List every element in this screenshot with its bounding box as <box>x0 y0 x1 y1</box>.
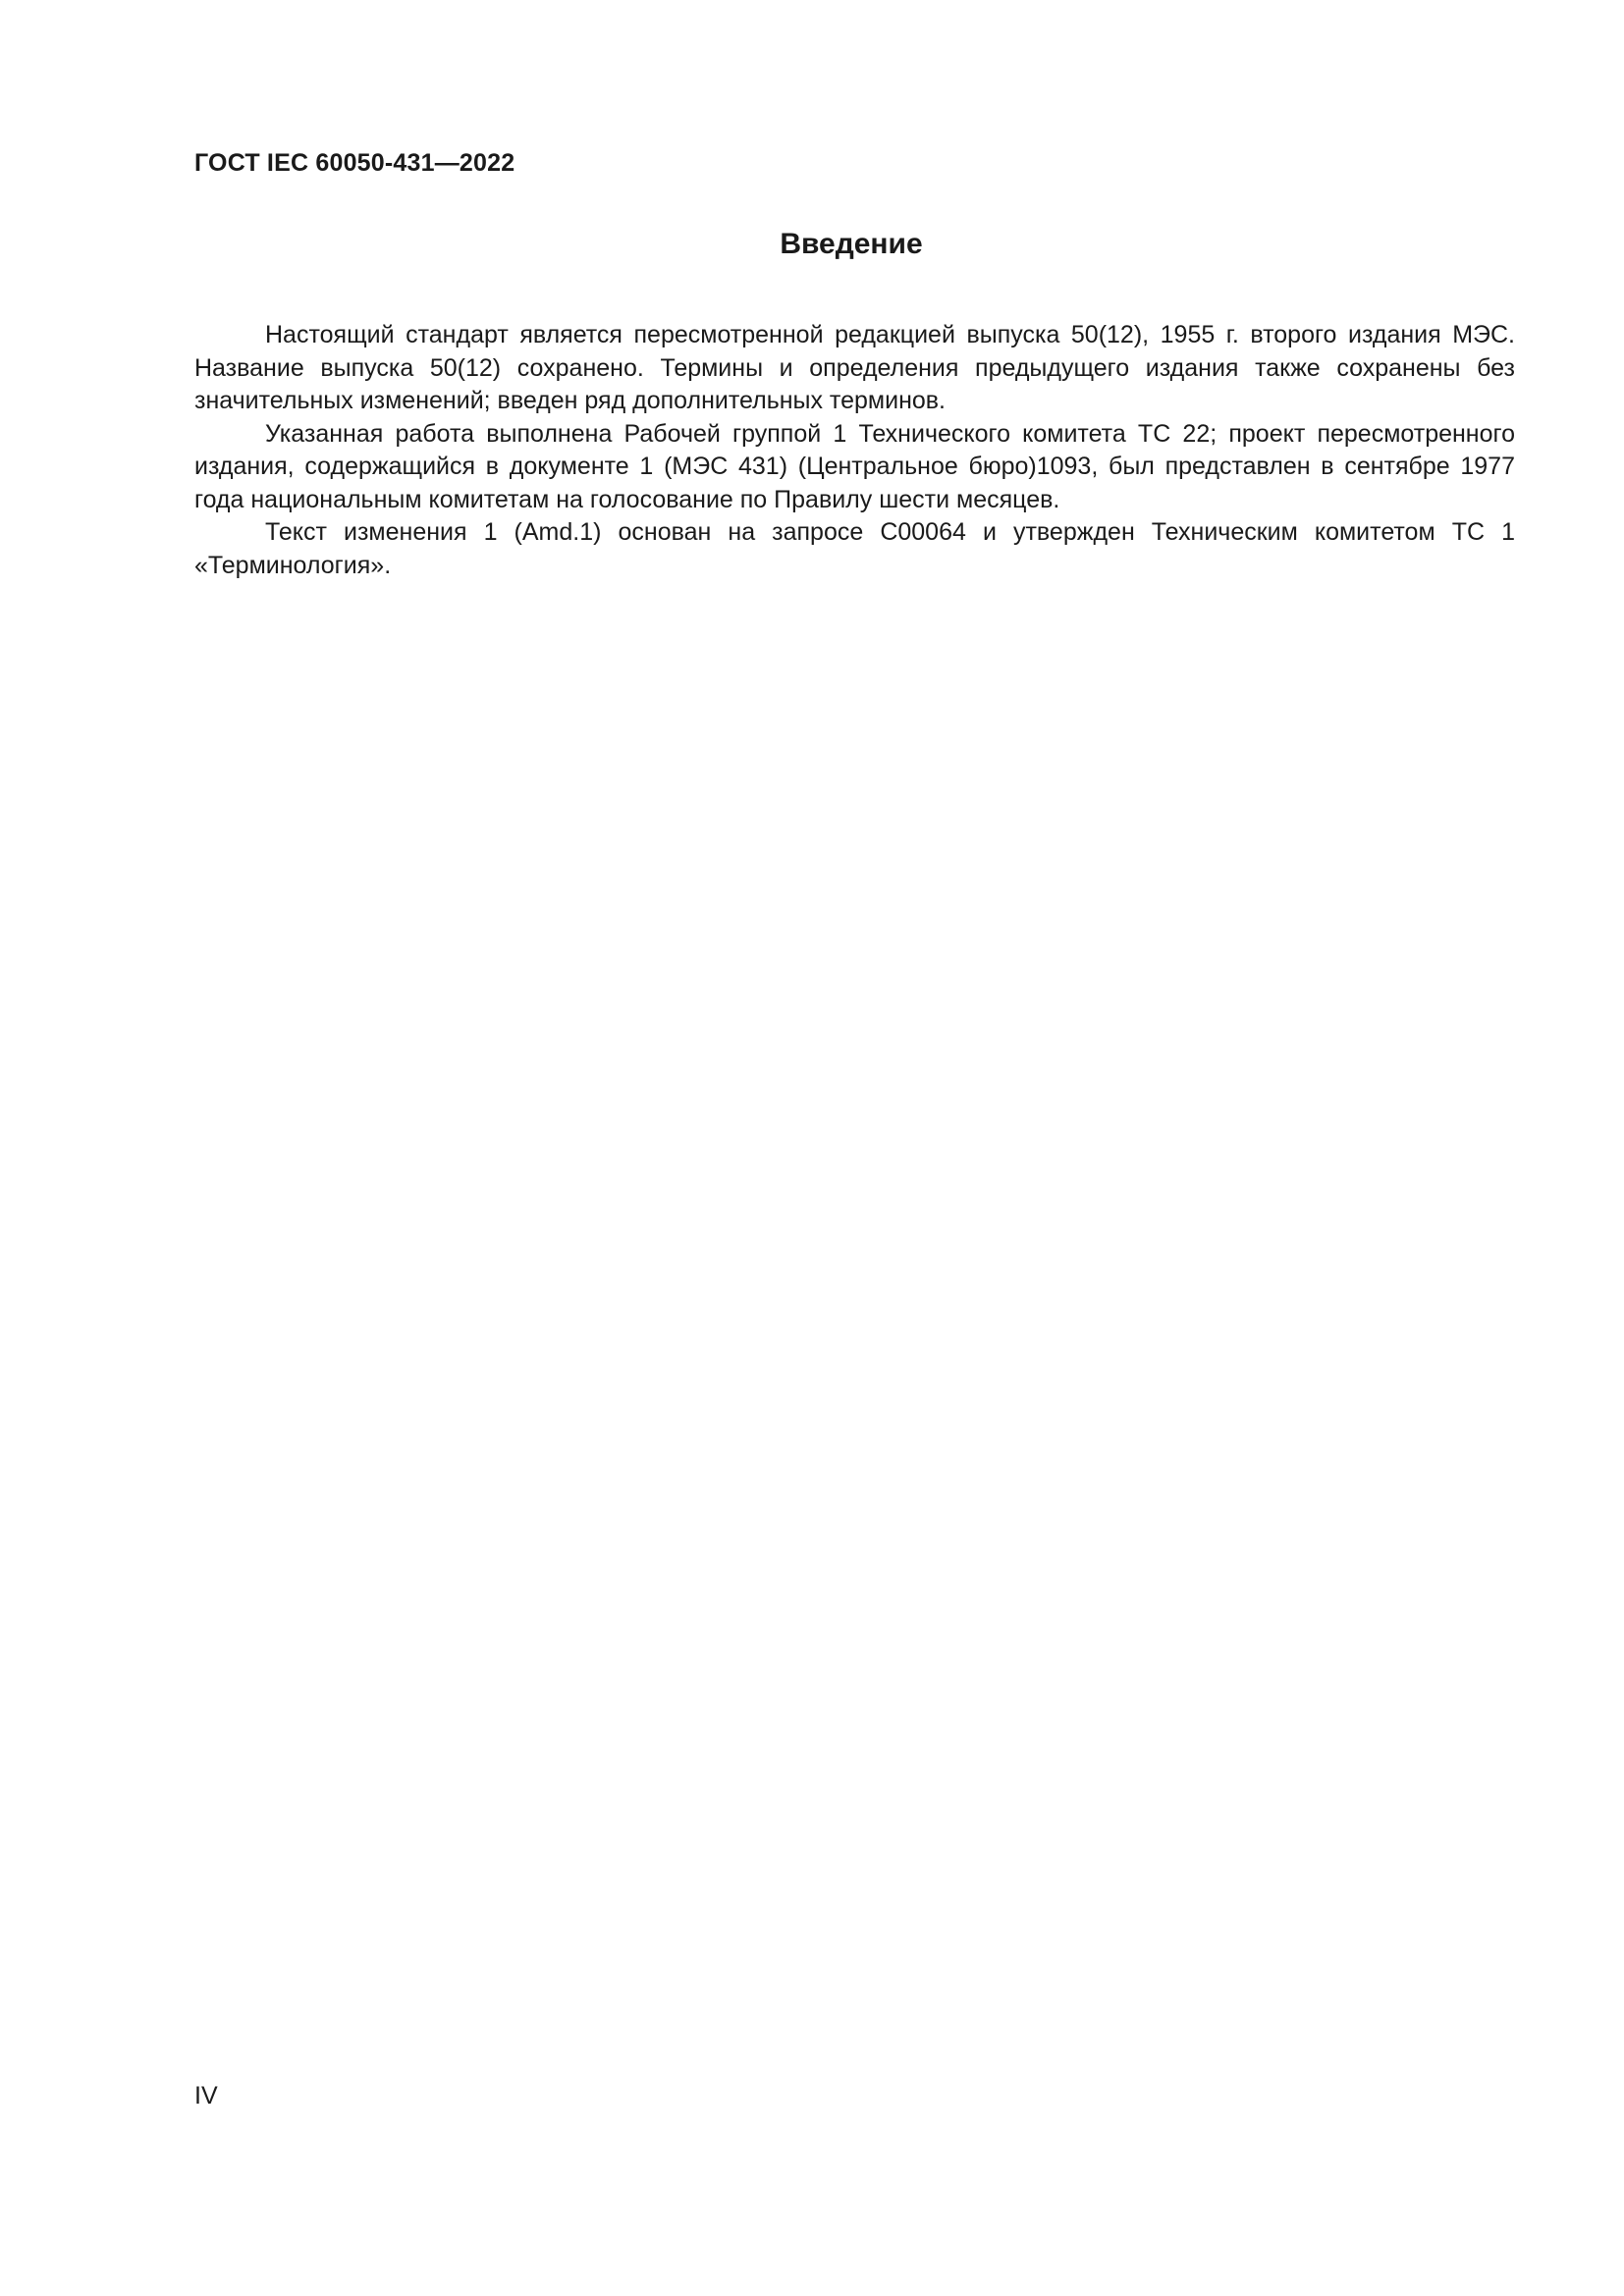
document-header: ГОСТ IEC 60050-431—2022 <box>194 149 515 177</box>
paragraph-2: Указанная работа выполнена Рабочей группой 1 Технического комитета ТС 22; проект пересмотренного издания, содержащийся в документе 1 (МЭС 431) (Центральное бюро)1093, был представлен в сентябре 1977 года национальным комитетам на голосование по Правилу шести месяцев. <box>194 419 1515 513</box>
paragraph-3: Текст изменения 1 (Amd.1) основан на запросе С00064 и утвержден Техническим комитетом ТС 1 «Терминология». <box>194 518 1515 579</box>
page-number: IV <box>194 2082 218 2109</box>
body-text <box>194 319 1515 582</box>
section-title: Введение <box>780 228 923 260</box>
paragraph-1: Настоящий стандарт является пересмотренной редакцией выпуска 50(12), 1955 г. второго издания МЭС. Название выпуска 50(12) сохранено. Термины и определения предыдущего издания также сохранены без значительных изменений; введен ряд дополнительных терминов. <box>194 321 1515 414</box>
